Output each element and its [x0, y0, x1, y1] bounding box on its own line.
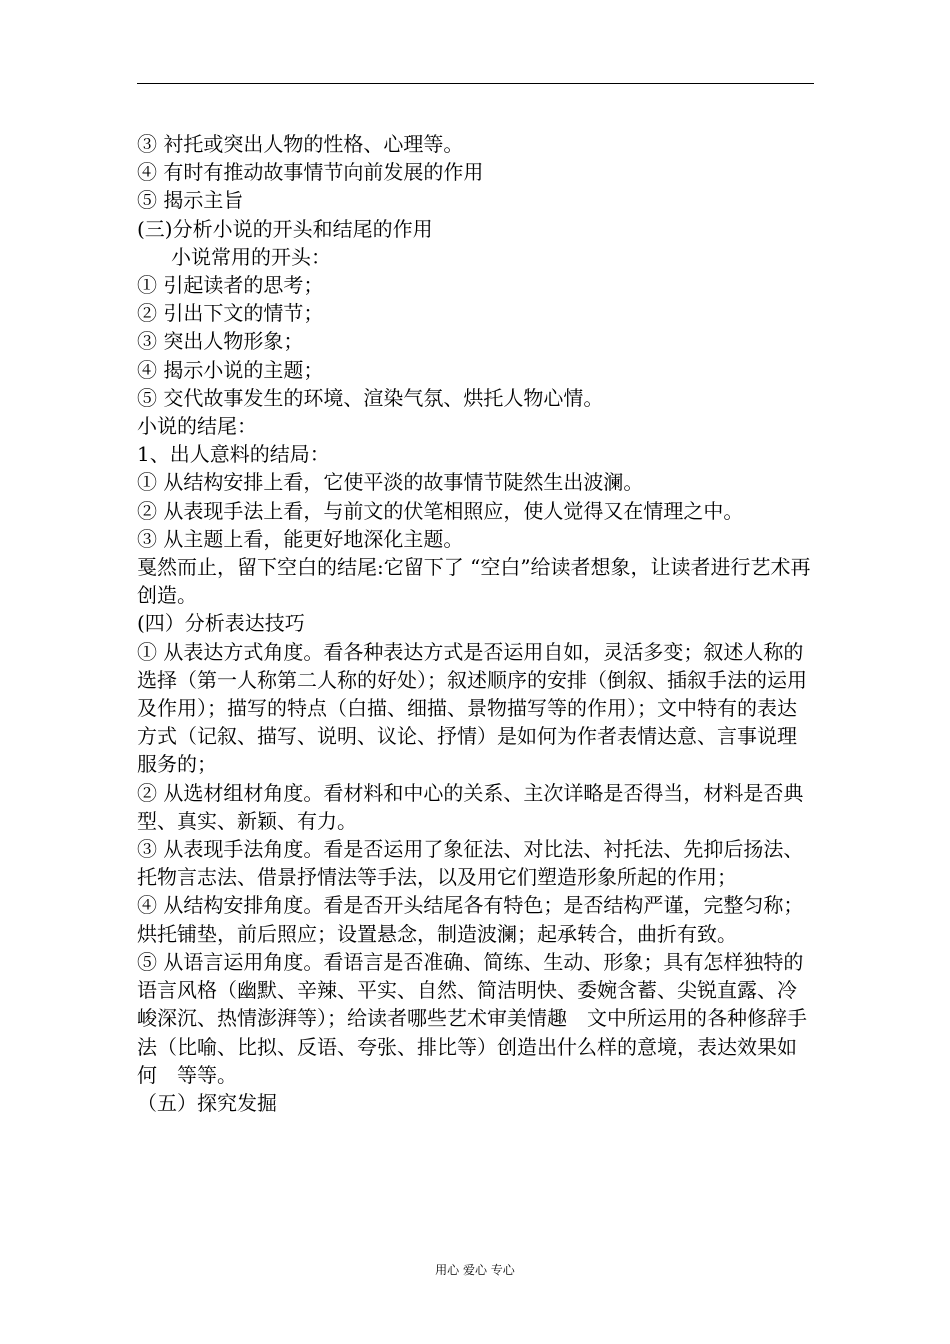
paragraph: ⑤ 揭示主旨 [137, 188, 244, 213]
paragraph: ③ 从主题上看，能更好地深化主题。 [137, 526, 464, 551]
paragraph: ⑤ 从语言运用角度。看语言是否准确、简练、生动、形象；具有怎样独特的语言风格（幽默、辛辣、平实、自然、简洁明快、委婉含蓄、尖锐直露、冷峻深沉、热情澎湃等）；给读者哪些艺术审美情趣 文中所运用的各种修辞手法（比喻、比拟、反语、夸张、排比等）创造出什么样的意境，表达效果如何 等等。 [137, 949, 807, 1087]
header-rule [137, 83, 814, 84]
paragraph: ④ 有时有推动故事情节向前发展的作用 [137, 160, 484, 185]
document-body [137, 130, 815, 1117]
paragraph: ① 从结构安排上看，它使平淡的故事情节陡然生出波澜。 [137, 470, 644, 495]
paragraph: ③ 突出人物形象； [137, 329, 304, 354]
paragraph: 1、出人意料的结局： [137, 442, 330, 467]
paragraph: ③ 衬托或突出人物的性格、心理等。 [137, 132, 464, 156]
section-heading: （五）探究发掘 [137, 1090, 277, 1115]
paragraph: ② 从选材组材角度。看材料和中心的关系、主次详略是否得当，材料是否典型、真实、新颖、有力。 [137, 780, 804, 833]
paragraph: ① 从表达方式角度。看各种表达方式是否运用自如，灵活多变；叙述人称的选择（第一人称第二人称的好处）；叙述顺序的安排（倒叙、插叙手法的运用及作用）；描写的特点（白描、细描、景物描写等的作用）；文中特有的表达方式（记叙、描写、说明、议论、抒情）是如何为作者表情达意、言事说理服务的； [137, 639, 807, 777]
paragraph: ④ 揭示小说的主题； [137, 357, 324, 382]
paragraph: ① 引起读者的思考； [137, 273, 324, 298]
paragraph: ③ 从表现手法角度。看是否运用了象征法、对比法、衬托法、先抑后扬法、托物言志法、借景抒情法等手法，以及用它们塑造形象所起的作用； [137, 837, 804, 890]
paragraph: 小说常用的开头： [171, 244, 331, 269]
paragraph: 戛然而止，留下空白的结尾:它留下了 “空白”给读者想象，让读者进行艺术再创造。 [137, 555, 811, 608]
section-heading: (四）分析表达技巧 [137, 611, 305, 636]
paragraph: ② 从表现手法上看，与前文的伏笔相照应，使人觉得又在情理之中。 [137, 498, 744, 523]
section-heading: (三)分析小说的开头和结尾的作用 [137, 216, 433, 241]
paragraph: ④ 从结构安排角度。看是否开头结尾各有特色；是否结构严谨，完整匀称；烘托铺垫，前后照应；设置悬念，制造波澜；起承转合，曲折有致。 [137, 893, 804, 946]
page-footer: 用心 爱心 专心 [435, 1263, 515, 1277]
paragraph: ⑤ 交代故事发生的环境、渲染气氛、烘托人物心情。 [137, 385, 604, 410]
paragraph: 小说的结尾： [137, 414, 257, 439]
paragraph: ② 引出下文的情节； [137, 301, 324, 326]
